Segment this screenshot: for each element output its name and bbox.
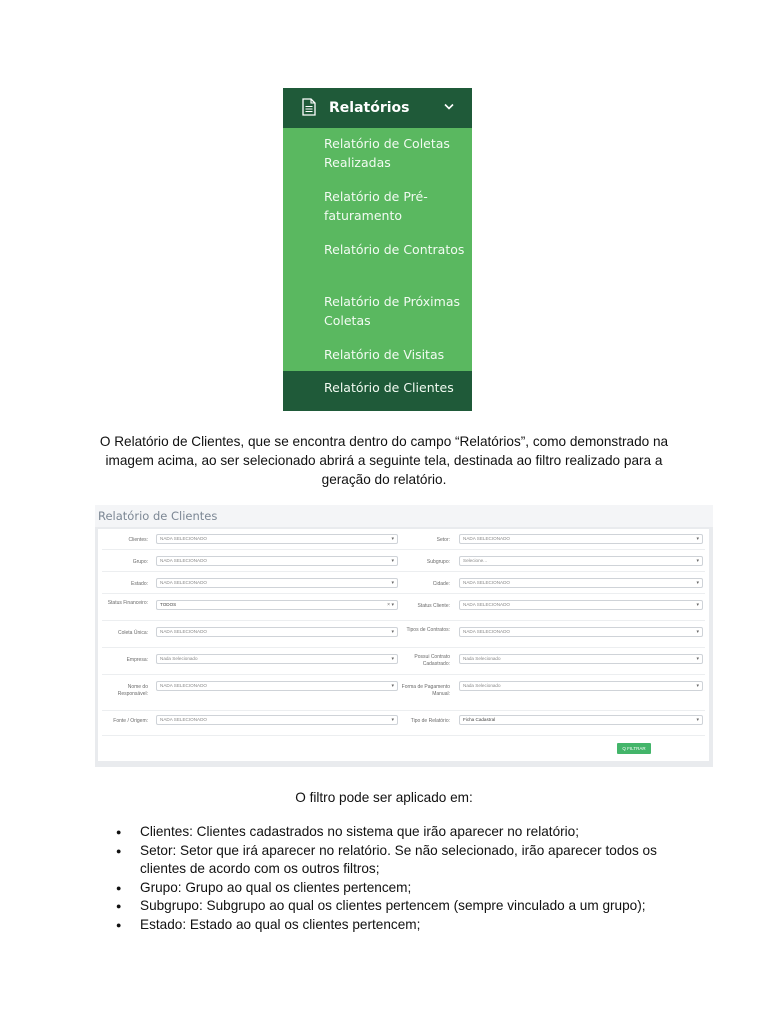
list-item: ● Clientes: Clientes cadastrados no sistema que irão aparecer no relatório; [112, 823, 682, 842]
chevron-down-icon[interactable] [444, 103, 454, 111]
select-value: NADA SELECIONADO [160, 629, 207, 634]
filter-bullet-list [112, 823, 682, 935]
row-divider [102, 620, 705, 621]
select-value: TODOS [160, 602, 177, 607]
select-value: NADA SELECIONADO [160, 558, 207, 563]
field-label: Empresa: [126, 657, 148, 663]
caret-icon: ▾ [696, 717, 699, 723]
form-title: Relatório de Clientes [98, 509, 218, 523]
select-value: Nada Selecionado [463, 683, 501, 688]
forma-pagamento-select[interactable] [459, 681, 703, 691]
setor-select[interactable] [459, 534, 703, 544]
caret-icon: ▾ [391, 717, 394, 723]
menu-title: Relatórios [329, 100, 410, 116]
menu-item-pre-faturamento[interactable]: Relatório de Pré-faturamento [324, 189, 428, 223]
empresa-select[interactable] [156, 654, 398, 664]
list-item: ● Grupo: Grupo ao qual os clientes pertencem; [112, 879, 682, 898]
menu-item-contratos[interactable]: Relatório de Contratos [324, 242, 465, 257]
row-divider [102, 674, 705, 675]
form-header [95, 505, 713, 527]
row-divider [102, 735, 705, 736]
caret-icon: ▾ [391, 558, 394, 564]
possui-contrato-select[interactable] [459, 654, 703, 664]
caret-icon: ▾ [391, 580, 394, 586]
caret-icon: ▾ [696, 558, 699, 564]
subgrupo-select[interactable] [459, 556, 703, 566]
field-label: Possui Contrato Cadastrado: [414, 654, 450, 667]
filtrar-button[interactable]: Q FILTRAR [617, 743, 651, 754]
select-value: NADA SELECIONADO [463, 602, 510, 607]
caret-icon: ▾ [391, 656, 394, 662]
caret-icon: ▾ [391, 629, 394, 635]
coleta-unica-select[interactable] [156, 627, 398, 637]
filter-intro: O filtro pode ser aplicado em: [295, 790, 473, 805]
row-divider [102, 710, 705, 711]
intro-paragraph: O Relatório de Clientes, que se encontra dentro do campo “Relatórios”, como demonstrado na imagem acima, ao ser selecionado abrirá a seguinte tela, destinada ao filtro realizado para a geração do relatório. [99, 434, 669, 487]
field-label: Status Cliente: [417, 603, 450, 609]
list-item: ● Estado: Estado ao qual os clientes pertencem; [112, 916, 682, 935]
cidade-select[interactable] [459, 578, 703, 588]
form-body [98, 529, 709, 761]
field-label: Tipo de Relatório: [410, 718, 450, 724]
document-icon [302, 98, 316, 116]
status-cliente-select[interactable] [459, 600, 703, 610]
select-value: NADA SELECIONADO [463, 629, 510, 634]
caret-icon: ▾ [391, 683, 394, 689]
select-value: Ficha Cadastral [463, 717, 496, 722]
grupo-select[interactable] [156, 556, 398, 566]
select-value: Selecione... [463, 558, 488, 563]
select-value: Nada Selecionado [463, 656, 501, 661]
menu-item-proximas-coletas[interactable]: Relatório de Próximas Coletas [324, 294, 460, 328]
menu-item-visitas[interactable]: Relatório de Visitas [324, 347, 445, 362]
field-label: Grupo: [132, 559, 148, 565]
field-label: Tipos de Contratos: [406, 627, 450, 633]
reports-menu-screenshot [283, 88, 486, 411]
caret-icon: ▾ [696, 536, 699, 542]
caret-icon: ▾ [696, 602, 699, 608]
list-item: ● Setor: Setor que irá aparecer no relatório. Se não selecionado, irão aparecer todos os clientes de acordo com os outros filtros; [112, 842, 682, 879]
tipos-contratos-select[interactable] [459, 627, 703, 637]
responsavel-select[interactable] [156, 681, 398, 691]
select-value: NADA SELECIONADO [160, 580, 207, 585]
caret-icon: ▾ [391, 536, 394, 542]
fonte-origem-select[interactable] [156, 715, 398, 725]
select-value: NADA SELECIONADO [160, 536, 207, 541]
field-label: Forma de Pagamento Manual: [401, 684, 450, 697]
caret-icon: × ▾ [387, 602, 394, 608]
caret-icon: ▾ [696, 683, 699, 689]
menu-header-relatorios[interactable] [283, 88, 472, 128]
tipo-relatorio-select[interactable] [459, 715, 703, 725]
row-divider [102, 647, 705, 648]
clientes-select[interactable] [156, 534, 398, 544]
row-divider [102, 549, 705, 550]
select-value: NADA SELECIONADO [160, 683, 207, 688]
select-value: NADA SELECIONADO [463, 580, 510, 585]
menu-item-coletas-realizadas[interactable]: Relatório de Coletas Realizadas [324, 136, 450, 170]
field-label: Setor: [436, 537, 450, 543]
report-filter-form-screenshot [95, 505, 713, 767]
select-value: Nada Selecionado [160, 656, 198, 661]
select-value: NADA SELECIONADO [160, 717, 207, 722]
caret-icon: ▾ [696, 580, 699, 586]
field-label: Cidade: [432, 581, 450, 587]
menu-item-clientes-active[interactable]: Relatório de Clientes [283, 371, 472, 411]
select-value: NADA SELECIONADO [463, 536, 510, 541]
field-label: Coleta Única: [117, 630, 148, 636]
status-financeiro-select[interactable] [156, 600, 398, 610]
menu-active-notch [472, 94, 486, 122]
field-label: Nome do Responsável: [117, 684, 148, 697]
caret-icon: ▾ [696, 656, 699, 662]
row-divider [102, 571, 705, 572]
estado-select[interactable] [156, 578, 398, 588]
row-divider [102, 593, 705, 594]
caret-icon: ▾ [696, 629, 699, 635]
list-item: ● Subgrupo: Subgrupo ao qual os clientes pertencem (sempre vinculado a um grupo); [112, 897, 682, 916]
field-label: Clientes: [128, 537, 148, 543]
field-label: Fonte / Origem: [113, 718, 148, 724]
field-label: Estado: [131, 581, 148, 587]
menu-right-strip [472, 88, 486, 411]
field-label: Subgrupo: [426, 559, 450, 565]
field-label: Status Financeiro: [107, 600, 148, 606]
